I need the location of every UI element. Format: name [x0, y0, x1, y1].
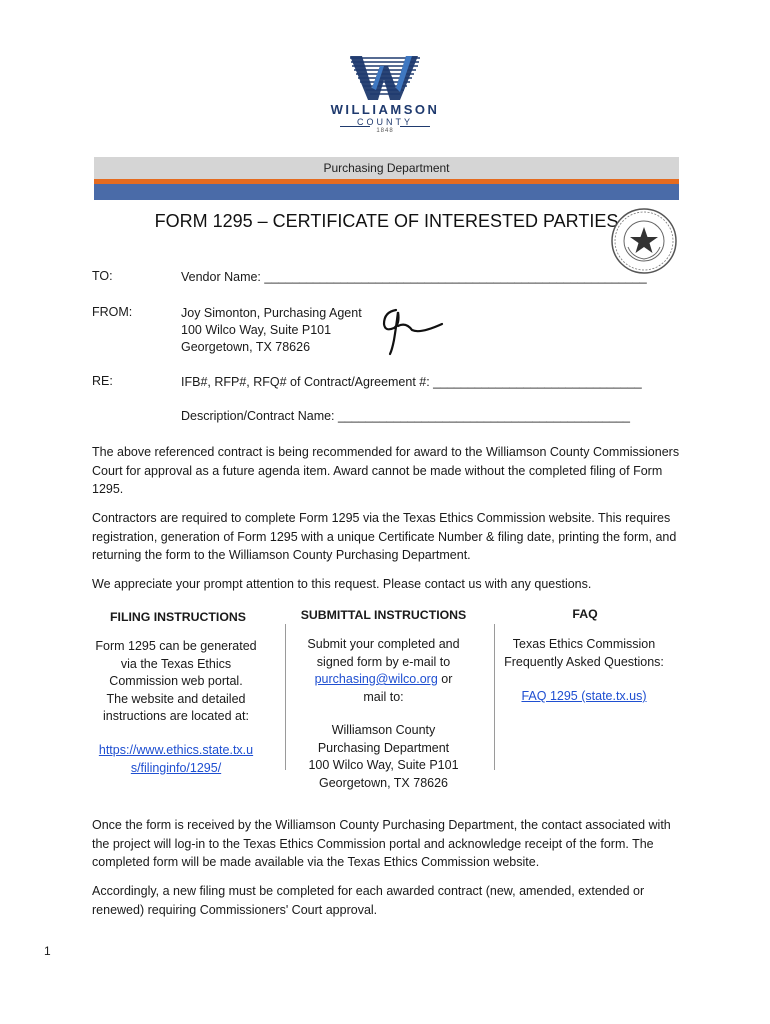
submittal-instructions-heading: SUBMITTAL INSTRUCTIONS	[300, 608, 467, 622]
vendor-name-field[interactable]: Vendor Name: _______________________________________________________	[181, 270, 647, 284]
address-line: 100 Wilco Way, Suite P101	[308, 758, 459, 772]
column-divider-left	[285, 624, 286, 770]
ethics-filing-link-line-2[interactable]: s/filinginfo/1295/	[130, 760, 222, 775]
address-line: Purchasing Department	[317, 740, 450, 755]
new-filing-paragraph: Accordingly, a new filing must be completed for each awarded contract (new, amended, extended or renewed) requiring Commissioners' Court approval.	[92, 884, 645, 917]
filing-line: instructions are located at:	[103, 709, 249, 723]
ethics-filing-link-line-1[interactable]: https://www.ethics.state.tx.u	[98, 743, 254, 757]
email-suffix: or	[437, 672, 453, 686]
address-line: Williamson County	[331, 723, 436, 737]
logo-county: COUNTY	[357, 117, 413, 127]
from-line-name: Joy Simonton, Purchasing Agent	[181, 306, 362, 320]
faq-line: Texas Ethics Commission	[512, 637, 656, 651]
submittal-email-line	[296, 671, 471, 689]
ethics-filing-link[interactable]	[88, 742, 264, 777]
filing-line: Commission web portal.	[109, 674, 243, 688]
faq-1295-link[interactable]: FAQ 1295 (state.tx.us)	[521, 689, 647, 703]
williamson-county-logo	[320, 52, 450, 142]
requirements-paragraph: Contractors are required to complete Form 1295 via the Texas Ethics Commission website. This requires registration, generation of Form 1295 with a unique Certificate Number & filing date, printing the form, and returning the form to the Williamson County Purchasing Department.	[92, 511, 677, 562]
filing-instructions-text	[88, 638, 264, 726]
faq-line: Frequently Asked Questions:	[504, 654, 664, 669]
acknowledgement-paragraph: Once the form is received by the Williamson County Purchasing Department, the contact associated with the project will log-in to the Texas Ethics Commission portal and acknowledge receipt of the form. The completed form will be made available via the Texas Ethics Commission website.	[92, 818, 671, 869]
purchasing-email-link[interactable]: purchasing@wilco.org	[314, 672, 438, 686]
department-band: Purchasing Department	[94, 157, 679, 179]
contract-number-field[interactable]: IFB#, RFP#, RFQ# of Contract/Agreement #: ______________________________	[181, 375, 642, 389]
re-label: RE:	[92, 374, 113, 388]
from-line-city: Georgetown, TX 78626	[181, 340, 311, 354]
faq-text	[494, 636, 674, 671]
blue-divider	[94, 184, 679, 200]
filing-instructions-heading: FILING INSTRUCTIONS	[110, 610, 246, 624]
w-logo-icon	[320, 52, 450, 102]
faq-link-wrap	[494, 688, 674, 706]
from-line-street: 100 Wilco Way, Suite P101	[181, 323, 332, 337]
submittal-line: signed form by e-mail to	[316, 654, 451, 669]
filing-line: Form 1295 can be generated	[95, 639, 257, 653]
filing-line: via the Texas Ethics	[120, 656, 232, 671]
page-number: 1	[44, 944, 51, 958]
intro-paragraph: The above referenced contract is being recommended for award to the Williamson County Commissioners Court for approval as a future agenda item. Award cannot be made without the completed filing of Form 1295.	[92, 445, 680, 496]
to-label: TO:	[92, 269, 113, 283]
contract-name-field[interactable]: Description/Contract Name: __________________________________________	[181, 409, 630, 423]
submittal-line: mail to:	[363, 689, 404, 704]
address-line: Georgetown, TX 78626	[318, 775, 449, 790]
filing-line: The website and detailed	[106, 691, 246, 706]
signature-icon	[376, 298, 446, 356]
from-label: FROM:	[92, 305, 133, 319]
mailing-address	[296, 722, 471, 792]
submittal-line: Submit your completed and	[307, 637, 460, 651]
form-title: FORM 1295 – CERTIFICATE OF INTERESTED PARTIES	[154, 211, 619, 231]
logo-name: WILLIAMSON	[330, 102, 440, 117]
faq-heading: FAQ	[572, 607, 598, 621]
submittal-instructions-text	[296, 636, 471, 706]
appreciation-paragraph: We appreciate your prompt attention to this request. Please contact us with any questions.	[92, 577, 592, 591]
logo-year: 1848	[376, 128, 394, 134]
texas-seal-icon	[610, 207, 678, 275]
